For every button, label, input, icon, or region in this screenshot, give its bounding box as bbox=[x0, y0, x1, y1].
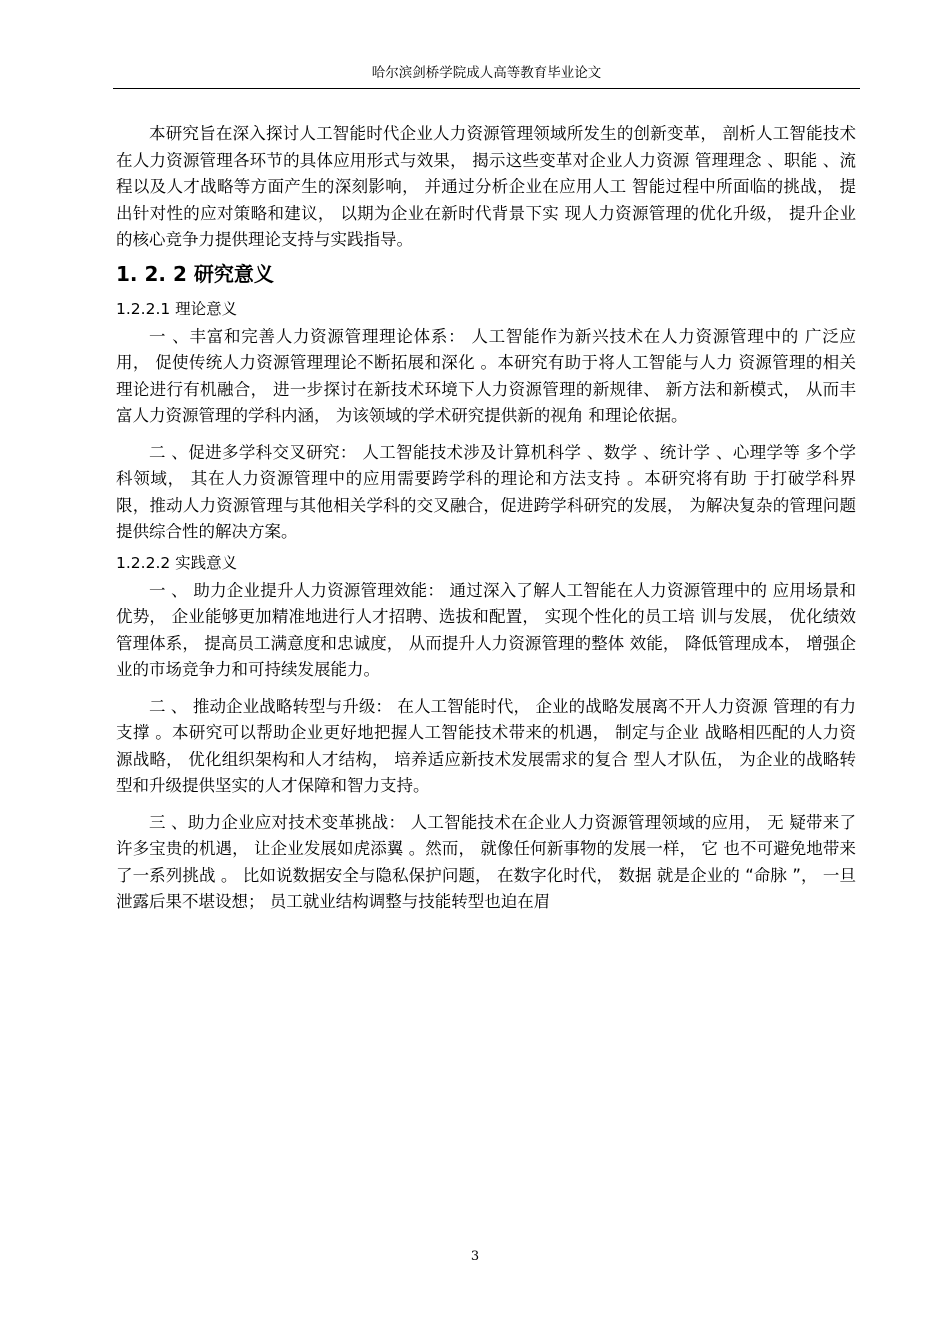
practice-paragraph-2: 二 、 推动企业战略转型与升级： 在人工智能时代， 企业的战略发展离不开人力资源 管理的有力支撑 。本研究可以帮助企业更好地把握人工智能技术带来的机遇， 制定与企业 战略相匹配的人力资源战略， 优化组织架构和人才结构， 培养适应新技术发展需求的复合 型人才队伍， 为企业的战略转型和升级提供坚实的人才保障和智力支持。 bbox=[116, 696, 856, 795]
section-heading: 1. 2. 2 研究意义 bbox=[116, 261, 274, 286]
theory-subheading: 1.2.2.1 理论意义 bbox=[116, 299, 238, 318]
intro-paragraph: 本研究旨在深入探讨人工智能时代企业人力资源管理领域所发生的创新变革， 剖析人工智能技术在人力资源管理各环节的具体应用形式与效果， 揭示这些变革对企业人力资源 管理理念 、职能 、流程以及人才战略等方面产生的深刻影响， 并通过分析企业在应用人工 智能过程中所面临的挑战， 提出针对性的应对策略和建议， 以期为企业在新时代背景下实 现人力资源管理的优化升级， 提升企业的核心竞争力提供理论支持与实践指导。 bbox=[116, 124, 856, 249]
practice-paragraph-3: 三 、助力企业应对技术变革挑战： 人工智能技术在企业人力资源管理领域的应用， 无 疑带来了许多宝贵的机遇， 让企业发展如虎添翼 。然而， 就像任何新事物的发展一样， 它 也不可避免地带来了一系列挑战 。 比如说数据安全与隐私保护问题， 在数字化时代， 数据 就是企业的 “命脉 ”， 一旦泄露后果不堪设想； 员工就业结构调整与技能转型也迫在眉 bbox=[116, 812, 856, 911]
header-divider bbox=[113, 88, 860, 89]
theory-paragraph-2: 二 、促进多学科交叉研究： 人工智能技术涉及计算机科学 、数学 、统计学 、心理学等 多个学科领域， 其在人力资源管理中的应用需要跨学科的理论和方法支持 。本研究将有助 于打破学科界限，推动人力资源管理与其他相关学科的交叉融合，促进跨学科研究的发展， 为解决复杂的管理问题提供综合性的解决方案。 bbox=[116, 442, 856, 541]
page-number: 3 bbox=[470, 1249, 480, 1264]
document-body bbox=[116, 121, 856, 916]
practice-paragraph-1: 一 、 助力企业提升人力资源管理效能： 通过深入了解人工智能在人力资源管理中的 应用场景和优势， 企业能够更加精准地进行人才招聘、选拔和配置， 实现个性化的员工培 训与发展， 优化绩效管理体系， 提高员工满意度和忠诚度， 从而提升人力资源管理的整体 效能， 降低管理成本， 增强企业的市场竞争力和可持续发展能力。 bbox=[116, 580, 856, 679]
theory-paragraph-1: 一 、丰富和完善人力资源管理理论体系： 人工智能作为新兴技术在人力资源管理中的 广泛应用， 促使传统人力资源管理理论不断拓展和深化 。本研究有助于将人工智能与人力 资源管理的相关理论进行有机融合， 进一步探讨在新技术环境下人力资源管理的新规律、 新方法和新模式， 从而丰富人力资源管理的学科内涵， 为该领域的学术研究提供新的视角 和理论依据。 bbox=[116, 326, 856, 425]
page-header-title: 哈尔滨剑桥学院成人高等教育毕业论文 bbox=[371, 65, 602, 81]
practice-subheading: 1.2.2.2 实践意义 bbox=[116, 553, 238, 572]
